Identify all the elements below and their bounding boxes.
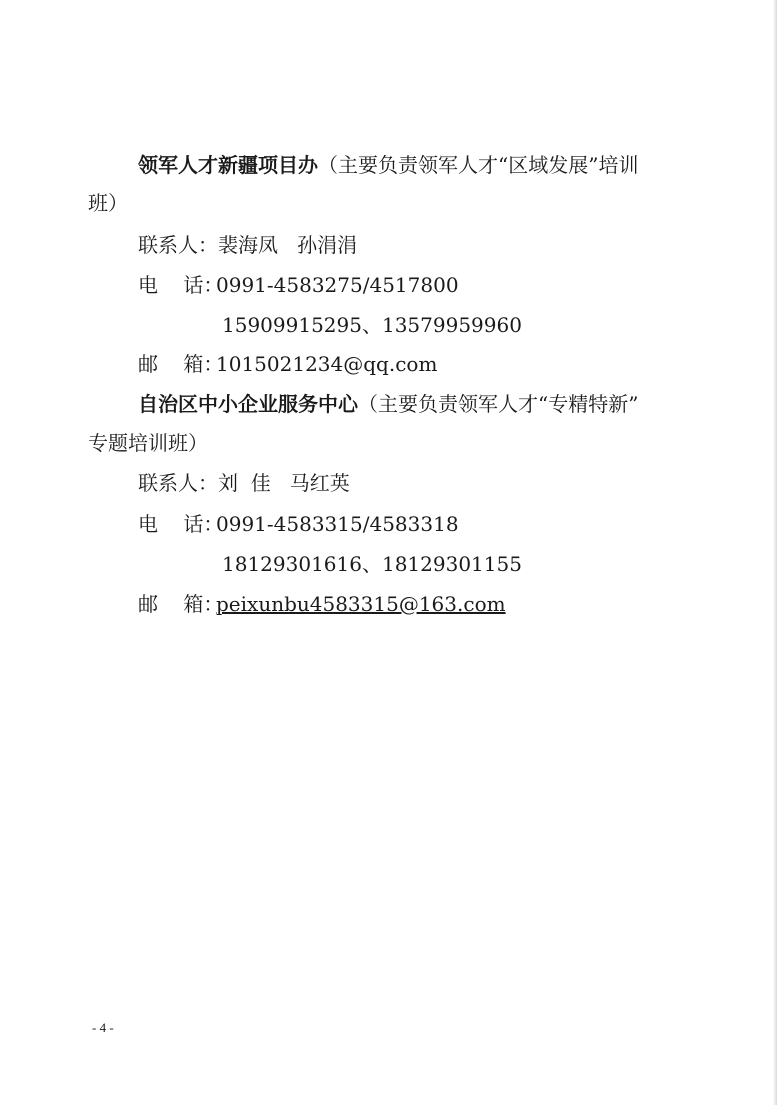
section1-phone-row bbox=[138, 272, 459, 298]
section2-email-row bbox=[138, 591, 506, 617]
section1-contact-names: 裴海凤 孙涓涓 bbox=[218, 233, 358, 257]
section2-email-label: 邮 箱： bbox=[138, 592, 224, 616]
section2-phone-label: 电 话： bbox=[138, 512, 224, 536]
section2-email-link[interactable]: peixunbu4583315@163.com bbox=[216, 592, 506, 616]
section2-org-name: 自治区中小企业服务中心 bbox=[138, 392, 358, 416]
section1-contact-label: 联系人： bbox=[138, 233, 218, 257]
section2-contact-row bbox=[138, 470, 350, 496]
section2-org-note-continued: 专题培训班） bbox=[88, 431, 208, 455]
page-number: - 4 - bbox=[92, 1020, 114, 1035]
section1-org-note-continued: 班） bbox=[88, 191, 128, 215]
section1-phone-line1: 0991-4583275/4517800 bbox=[216, 273, 459, 297]
section2-phone-row bbox=[138, 511, 459, 537]
scan-edge-shadow bbox=[773, 0, 777, 1105]
section1-phone-label: 电 话： bbox=[138, 273, 224, 297]
section1-phone-line2: 15909915295、13579959960 bbox=[222, 313, 522, 337]
section1-org-name: 领军人才新疆项目办 bbox=[138, 153, 318, 177]
section1-email-row bbox=[138, 351, 437, 377]
section2-phone-line1: 0991-4583315/4583318 bbox=[216, 512, 459, 536]
section1-org-note: （主要负责领军人才“区域发展”培训 bbox=[318, 153, 639, 177]
section1-email: 1015021234@qq.com bbox=[216, 352, 438, 376]
section2-heading bbox=[138, 391, 638, 417]
section2-phone-line2: 18129301616、18129301155 bbox=[222, 552, 522, 576]
section1-contact-row bbox=[138, 232, 357, 258]
section2-contact-names: 刘 佳 马红英 bbox=[218, 471, 350, 495]
section2-org-note: （主要负责领军人才“专精特新” bbox=[358, 392, 639, 416]
section1-heading bbox=[138, 152, 638, 178]
section2-contact-label: 联系人： bbox=[138, 471, 218, 495]
section1-email-label: 邮 箱： bbox=[138, 352, 224, 376]
